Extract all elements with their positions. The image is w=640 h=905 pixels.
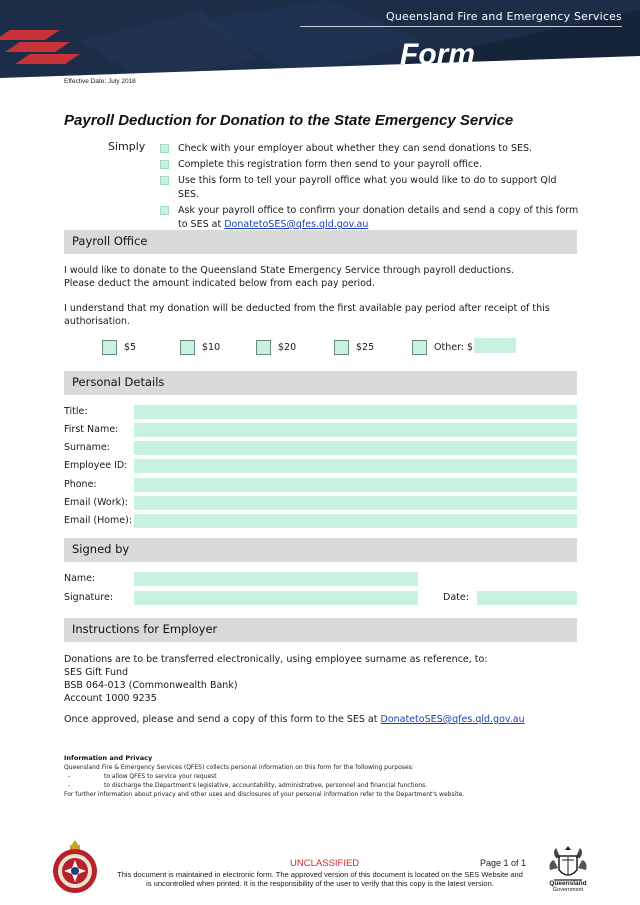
qfes-crest-icon [50,838,100,894]
organisation-name: Queensland Fire and Emergency Services [386,10,622,23]
footer-disclaimer [110,870,530,888]
effective-date: Effective Date: July 2018 [64,78,136,85]
employer-instructions [64,653,488,705]
step-item [160,142,580,156]
classification-label: UNCLASSIFIED [290,858,360,869]
instruction-line: BSB 064-013 (Commonwealth Bank) [64,680,238,691]
date-input[interactable] [477,591,577,605]
step-text: Use this form to tell your payroll office what you would like to do to support Qld SES. [178,175,557,200]
donation-amounts [100,338,530,358]
field-row [64,441,577,455]
privacy-heading: Information and Privacy [64,754,153,762]
form-label: Form [400,38,475,71]
work-email-input[interactable] [134,496,577,510]
field-label: Title: [64,406,88,417]
step-text: Check with your employer about whether they can send donations to SES. [178,143,533,154]
home-email-input[interactable] [134,514,577,528]
field-row [64,459,577,473]
paragraph-line: Please deduct the amount indicated below from each pay period. [64,277,375,289]
amount-checkbox[interactable] [412,340,427,355]
privacy-text: For further information about privacy and other uses and disclosures of your personal information refer to the Department's website. [64,791,465,798]
signer-name-input[interactable] [134,572,418,586]
title-input[interactable] [134,405,577,419]
instruction-line: Account 1000 9235 [64,693,157,704]
instruction-line: Once approved, please and send a copy of this form to the SES at [64,714,378,725]
amount-checkbox[interactable] [180,340,195,355]
gov-sub: Government [552,887,584,893]
first-name-input[interactable] [134,423,577,437]
amount-label: Other: $ [434,342,474,353]
section-instructions-employer [64,618,577,642]
bullet-square-icon [160,176,169,185]
privacy-bullet-text: to discharge the Department's legislative, accountability, administrative, personnel and financial functions. [104,782,428,789]
amount-checkbox[interactable] [102,340,117,355]
bullet-square-icon [160,144,169,153]
section-heading: Personal Details [72,375,165,389]
field-label: Phone: [64,479,97,490]
privacy-bullet-text: to allow QFES to service your request [104,773,217,780]
section-heading: Instructions for Employer [72,622,218,636]
bullet-square-icon [160,160,169,169]
privacy-notice [64,754,584,799]
field-label: Email (Work): [64,497,129,508]
field-row [64,405,577,419]
paragraph-line: I understand that my donation will be deducted from the first available pay period after receipt of this [64,303,550,314]
privacy-bullet [64,772,584,781]
employee-id-input[interactable] [134,459,577,473]
field-row [64,423,577,437]
signature-input[interactable] [134,591,418,605]
section-heading: Payroll Office [72,234,148,248]
amount-label: $10 [202,342,221,353]
payroll-paragraph-2 [64,303,574,328]
section-heading: Signed by [72,542,130,556]
paragraph-line: authorisation. [64,315,130,327]
footer-line: is uncontrolled when printed. It is the responsibility of the user to verify that this copy is the latest version. [146,879,494,888]
amount-checkbox[interactable] [256,340,271,355]
ses-email-link[interactable]: DonatetoSES@qfes.qld.gov.au [224,219,369,230]
field-label: Surname: [64,442,110,453]
amount-label: $25 [356,342,375,353]
bullet-square-icon [160,206,169,215]
header-banner [0,0,640,78]
field-row [64,572,577,586]
amount-label: $20 [278,342,297,353]
privacy-text: Queensland Fire & Emergency Services (QFES) collects personal information on this form for the following purposes: [64,764,414,771]
payroll-paragraph-1 [64,265,574,290]
field-label: Name: [64,573,96,584]
header-divider [300,26,622,27]
step-item [160,204,580,232]
phone-input[interactable] [134,478,577,492]
section-payroll-office [64,230,577,254]
privacy-bullet [64,781,584,790]
step-item [160,174,580,202]
step-item [160,158,580,172]
surname-input[interactable] [134,441,577,455]
paragraph-line: I would like to donate to the Queensland State Emergency Service through payroll deductions. [64,265,514,276]
amount-checkbox[interactable] [334,340,349,355]
queensland-government-wordmark [540,880,596,894]
field-row [64,496,577,510]
footer-line: This document is maintained in electronic form. The approved version of this document is located on the SES Website and [117,870,523,879]
gov-name: Queensland [549,880,587,887]
amount-label: $5 [124,342,137,353]
ses-email-link[interactable]: DonatetoSES@qfes.qld.gov.au [380,714,525,725]
field-row [64,514,577,528]
instruction-line: Donations are to be transferred electronically, using employee surname as reference, to: [64,654,488,665]
simply-steps [160,142,580,234]
field-row [64,591,577,605]
field-row [64,478,577,492]
field-label: First Name: [64,424,119,435]
page-title: Payroll Deduction for Donation to the State Emergency Service [64,112,514,129]
step-text: Complete this registration form then send to your payroll office. [178,159,482,170]
simply-label: Simply [108,140,146,153]
other-amount-input[interactable] [474,338,516,353]
section-personal-details [64,371,577,395]
section-signed-by [64,538,577,562]
field-label: Date: [443,592,469,603]
employer-send-line [64,713,525,726]
step-text: Ask your payroll office to confirm your donation details and send a copy of this form to SES at [178,205,579,230]
page-number: Page 1 of 1 [480,858,527,868]
instruction-line: SES Gift Fund [64,667,129,678]
field-label: Email (Home): [64,515,133,526]
field-label: Employee ID: [64,460,128,471]
field-label: Signature: [64,592,114,603]
